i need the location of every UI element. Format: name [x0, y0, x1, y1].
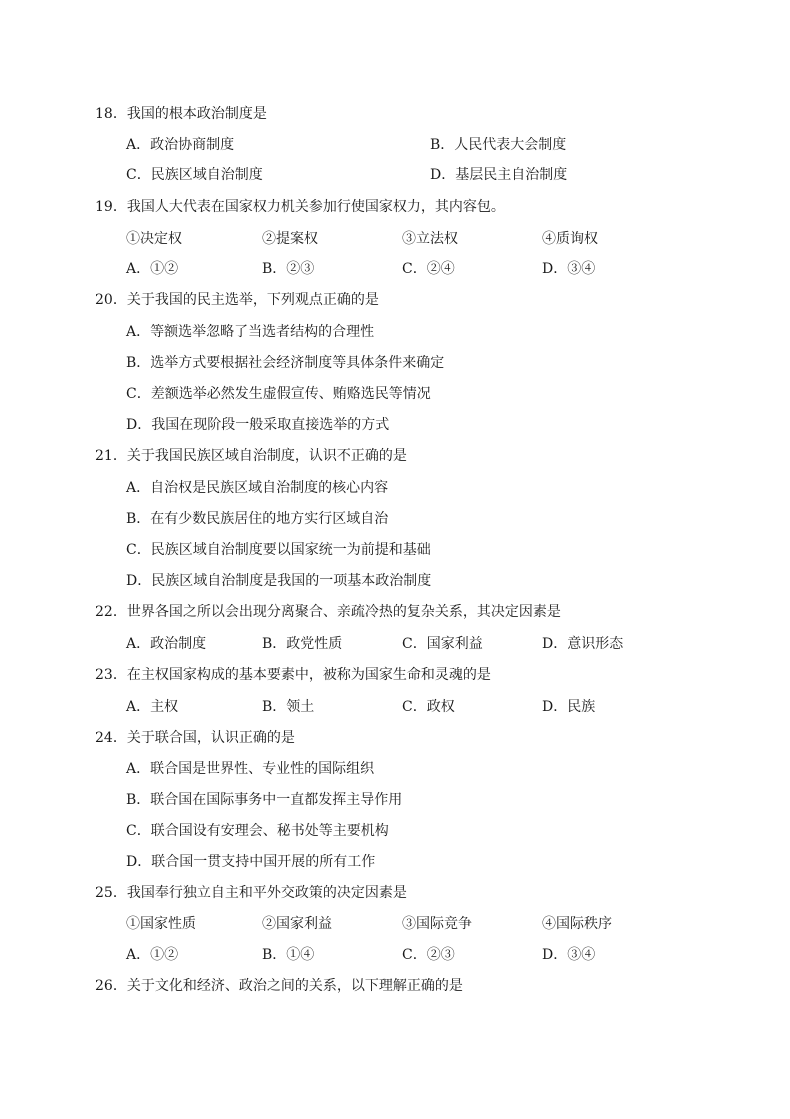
- question-25-item-3: ③国际竞争: [402, 916, 472, 932]
- question-19-item-3: ③立法权: [402, 231, 458, 247]
- question-21-option-b: B．在有少数民族居住的地方实行区域自治: [126, 511, 389, 527]
- question-24-stem: 24．关于联合国，认识正确的是: [95, 730, 295, 746]
- question-25-item-4: ④国际秩序: [542, 916, 612, 932]
- question-24-option-c: C．联合国设有安理会、秘书处等主要机构: [126, 823, 389, 839]
- question-25-option-c: C．②③: [402, 947, 455, 963]
- question-21-option-c: C．民族区域自治制度要以国家统一为前提和基础: [126, 542, 431, 558]
- question-21-option-d: D．民族区域自治制度是我国的一项基本政治制度: [126, 573, 432, 589]
- question-21-option-a: A．自治权是民族区域自治制度的核心内容: [126, 480, 389, 496]
- question-20-option-a: A．等额选举忽略了当选者结构的合理性: [126, 324, 375, 340]
- question-22-stem: 22．世界各国之所以会出现分离聚合、亲疏冷热的复杂关系，其决定因素是: [95, 604, 561, 620]
- question-19-item-2: ②提案权: [262, 231, 318, 247]
- question-18-stem: 18．我国的根本政治制度是: [95, 106, 267, 122]
- question-22-option-a: A．政治制度: [126, 636, 207, 652]
- question-23-option-a: A．主权: [126, 699, 179, 715]
- question-19-option-c: C．②④: [402, 261, 455, 277]
- question-19-option-b: B．②③: [262, 261, 315, 277]
- question-20-option-c: C．差额选举必然发生虚假宣传、贿赂选民等情况: [126, 386, 431, 402]
- question-25-option-d: D．③④: [542, 947, 596, 963]
- question-18-option-d: D．基层民主自治制度: [430, 167, 568, 183]
- question-20-option-b: B．选举方式要根据社会经济制度等具体条件来确定: [126, 355, 445, 371]
- question-26-stem: 26．关于文化和经济、政治之间的关系，以下理解正确的是: [95, 978, 463, 994]
- question-22-option-b: B．政党性质: [262, 636, 343, 652]
- question-25-option-a: A．①②: [126, 947, 179, 963]
- question-24-option-d: D．联合国一贯支持中国开展的所有工作: [126, 854, 376, 870]
- question-25-stem: 25．我国奉行独立自主和平外交政策的决定因素是: [95, 885, 407, 901]
- question-25-item-1: ①国家性质: [126, 916, 196, 932]
- question-21-stem: 21．关于我国民族区域自治制度，认识不正确的是: [95, 448, 407, 464]
- question-19-stem: 19．我国人大代表在国家权力机关参加行使国家权力，其内容包。: [95, 199, 505, 215]
- question-18-option-a: A．政治协商制度: [126, 137, 235, 153]
- question-19-option-d: D．③④: [542, 261, 596, 277]
- question-19-item-1: ①决定权: [126, 231, 182, 247]
- question-23-option-c: C．政权: [402, 699, 455, 715]
- question-20-stem: 20．关于我国的民主选举，下列观点正确的是: [95, 292, 379, 308]
- question-18-option-b: B．人民代表大会制度: [430, 137, 567, 153]
- question-22-option-c: C．国家利益: [402, 636, 483, 652]
- question-23-option-b: B．领土: [262, 699, 315, 715]
- question-22-option-d: D．意识形态: [542, 636, 624, 652]
- question-18-option-c: C．民族区域自治制度: [126, 167, 263, 183]
- question-25-item-2: ②国家利益: [262, 916, 332, 932]
- question-23-stem: 23．在主权国家构成的基本要素中，被称为国家生命和灵魂的是: [95, 667, 491, 683]
- question-20-option-d: D．我国在现阶段一般采取直接选举的方式: [126, 417, 390, 433]
- question-19-option-a: A．①②: [126, 261, 179, 277]
- question-24-option-a: A．联合国是世界性、专业性的国际组织: [126, 761, 375, 777]
- question-23-option-d: D．民族: [542, 699, 596, 715]
- question-25-option-b: B．①④: [262, 947, 315, 963]
- question-19-item-4: ④质询权: [542, 231, 598, 247]
- question-24-option-b: B．联合国在国际事务中一直都发挥主导作用: [126, 792, 403, 808]
